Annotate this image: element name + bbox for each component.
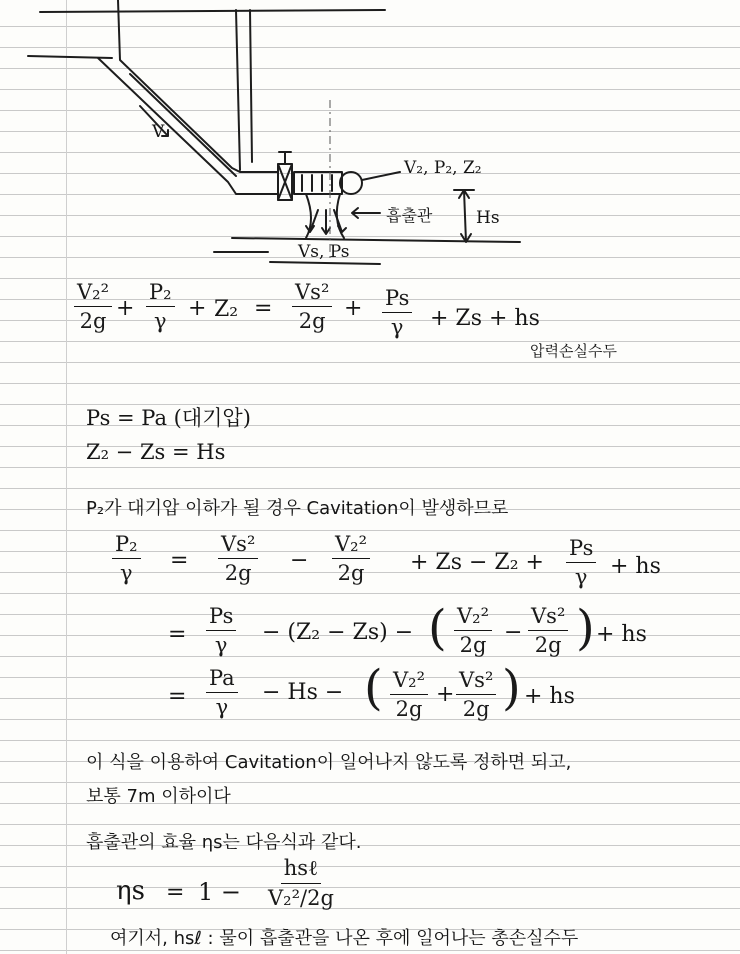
point2-label: V₂, P₂, Z₂	[404, 158, 482, 178]
pipe-sketch	[28, 0, 520, 264]
pipe-inner-line	[130, 74, 236, 176]
flow-arrow-left	[306, 210, 318, 232]
efficiency-intro: 흡출관의 효율 ηs는 다음식과 같다.	[86, 832, 362, 853]
left-surface-line	[28, 56, 112, 58]
draft-tube-pointer	[352, 208, 380, 218]
usage-line-1: 이 식을 이용하여 Cavitation이 일어나지 않도록 정하면 되고,	[86, 752, 572, 773]
eq1-term-v2: $\frac{\text{V₂²}}{2g}$	[74, 280, 112, 333]
outlet-label: Vs, Ps	[298, 242, 350, 262]
point2-leader	[362, 172, 400, 180]
runner-wheel	[340, 172, 362, 194]
cavitation-note: P₂가 대기압 이하가 될 경우 Cavitation이 발생하므로	[86, 498, 509, 519]
gate-valve-cross	[278, 164, 292, 200]
condition-ps: Ps = Pa (대기압)	[86, 406, 251, 430]
pressure-loss-note: 압력손실수두	[530, 342, 617, 360]
runner-blades	[302, 175, 332, 191]
flow-arrow-mid	[322, 210, 330, 234]
flow-arrow-right	[334, 210, 346, 232]
definition-line: 여기서, hsℓ : 물이 흡출관을 나온 후에 일어나는 총손실수두	[110, 928, 579, 949]
head-label: Hs	[476, 208, 500, 228]
tailwater-line-1	[232, 238, 520, 242]
draft-tube-diagram	[0, 0, 740, 270]
shaft-right-wall	[250, 10, 252, 162]
eq1-term-p2: $\frac{\text{P₂}}{\gamma}$	[146, 280, 175, 333]
shaft-left-wall	[236, 10, 240, 170]
head-dimension	[459, 190, 471, 242]
eq1-term-ps: $\frac{Ps}{\gamma}$	[382, 286, 412, 339]
eq1-term-vs: $\frac{\text{Vs²}}{2g}$	[292, 280, 332, 333]
ground-line	[40, 10, 385, 12]
tailwater-line-3	[270, 262, 380, 264]
gate-stem	[279, 152, 291, 164]
condition-z: Z₂ − Zs = Hs	[86, 440, 226, 464]
velocity-label: V	[152, 122, 165, 142]
usage-line-2: 보통 7m 이하이다	[86, 786, 231, 807]
draft-tube-label: 흡출관	[386, 206, 433, 225]
